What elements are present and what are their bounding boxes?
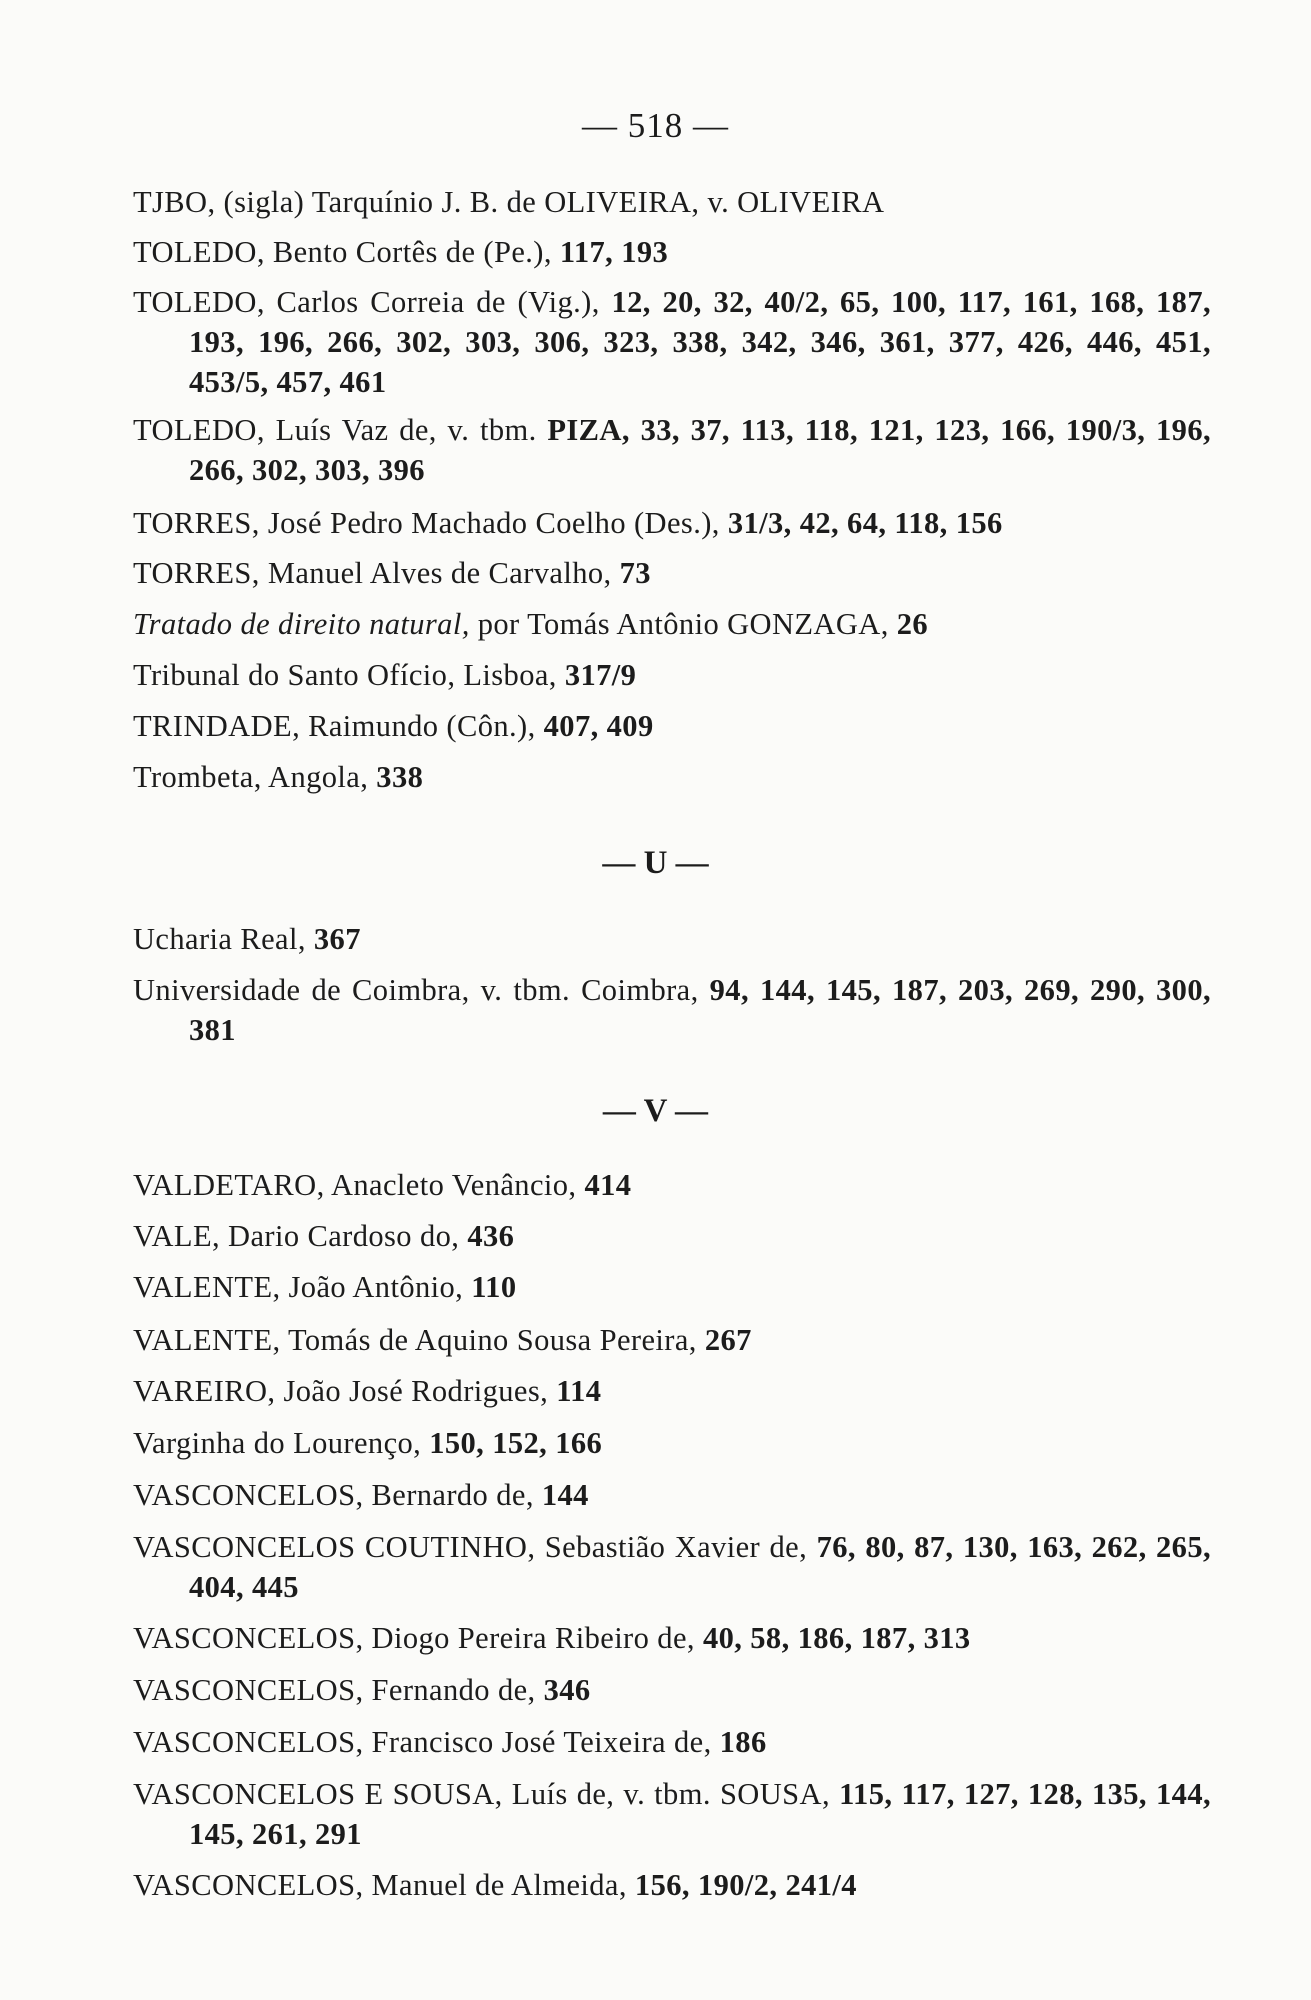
entry-name: TOLEDO, Carlos Correia de (Vig.),	[133, 285, 612, 319]
entry-pages: 31/3, 42, 64, 118, 156	[727, 506, 1003, 540]
index-entry	[133, 970, 1211, 1050]
entry-pages: 144	[541, 1478, 589, 1512]
index-entry	[133, 1774, 1211, 1854]
entry-pages: 40, 58, 186, 187, 313	[702, 1621, 971, 1655]
index-entry	[133, 1722, 1211, 1762]
entry-pages: 317/9	[564, 658, 637, 692]
entry-name: VASCONCELOS, Fernando de,	[133, 1673, 544, 1707]
entry-name: VALDETARO, Anacleto Venâncio,	[133, 1168, 585, 1202]
index-entry	[133, 1216, 1211, 1256]
index-entry	[133, 757, 1211, 797]
entry-name: VASCONCELOS COUTINHO, Sebastião Xavier de,	[133, 1530, 817, 1564]
index-entry	[133, 1165, 1211, 1205]
entry-pages: 407, 409	[543, 709, 654, 743]
index-entry	[133, 919, 1211, 959]
page-number: — 518 —	[582, 106, 729, 145]
entry-name: VASCONCELOS, Francisco José Teixeira de,	[133, 1725, 720, 1759]
entry-pages: 110	[471, 1270, 517, 1304]
entry-name: VAREIRO, João José Rodrigues,	[133, 1374, 557, 1408]
entry-name: por Tomás Antônio GONZAGA,	[469, 607, 897, 641]
index-entry	[133, 503, 1211, 543]
entry-name: Ucharia Real,	[133, 922, 314, 956]
index-entry	[133, 410, 1211, 490]
index-entry	[133, 232, 1211, 272]
entry-name: VASCONCELOS, Manuel de Almeida,	[133, 1868, 635, 1902]
entry-pages: 367	[313, 922, 361, 956]
index-entry	[133, 604, 1211, 644]
entry-pages: 73	[619, 556, 651, 590]
index-entry	[133, 706, 1211, 746]
index-entry	[133, 1423, 1211, 1463]
index-entry	[133, 1865, 1211, 1905]
entry-name: TJBO, (sigla) Tarquínio J. B. de OLIVEIRA, v. OLIVEIRA	[133, 185, 885, 219]
section-heading-u: — U —	[602, 845, 709, 881]
entry-pages: 117, 193	[559, 235, 669, 269]
entry-name: Varginha do Lourenço,	[133, 1426, 430, 1460]
index-entry	[133, 1267, 1211, 1307]
entry-pages: 12, 20, 32, 40/2, 65, 100, 117, 161, 168, 187, 193, 196, 266, 302, 303, 306, 323, 338, 342, 346, 361, 377, 426, 446, 451, 453/5, 457, 461	[189, 285, 1211, 399]
entry-name: TOLEDO, Luís Vaz de, v. tbm.	[133, 413, 548, 447]
entry-name: TORRES, Manuel Alves de Carvalho,	[133, 556, 620, 590]
entry-pages: 26	[896, 607, 929, 641]
entry-name: VALENTE, Tomás de Aquino Sousa Pereira,	[133, 1323, 705, 1357]
entry-pages: 114	[556, 1374, 602, 1408]
index-entry	[133, 1527, 1211, 1607]
entry-name: Trombeta, Angola,	[133, 760, 377, 794]
entry-name: Universidade de Coimbra, v. tbm. Coimbra,	[133, 973, 710, 1007]
index-entry	[133, 655, 1211, 695]
entry-pages: 436	[467, 1219, 515, 1253]
entry-name: VASCONCELOS, Diogo Pereira Ribeiro de,	[133, 1621, 703, 1655]
entry-pages: 76, 80, 87, 130, 163, 262, 265, 404, 445	[189, 1530, 1211, 1604]
entry-pages: 338	[376, 760, 424, 794]
index-entry	[133, 1618, 1211, 1658]
index-entry	[133, 282, 1211, 402]
entry-pages: 150, 152, 166	[429, 1426, 603, 1460]
entry-pages: 156, 190/2, 241/4	[634, 1868, 857, 1902]
index-entry	[133, 1371, 1211, 1411]
index-entry	[133, 182, 1211, 222]
entry-name: VALENTE, João Antônio,	[133, 1270, 472, 1304]
index-entry	[133, 1320, 1211, 1360]
entry-pages: 186	[719, 1725, 767, 1759]
entry-pages: 115, 117, 127, 128, 135, 144, 145, 261, 291	[189, 1777, 1211, 1851]
entry-pages: 346	[543, 1673, 591, 1707]
entry-pages: PIZA, 33, 37, 113, 118, 121, 123, 166, 190/3, 196, 266, 302, 303, 396	[189, 413, 1211, 487]
entry-pages: 94, 144, 145, 187, 203, 269, 290, 300, 381	[189, 973, 1211, 1047]
index-entry	[133, 553, 1211, 593]
entry-name: VALE, Dario Cardoso do,	[133, 1219, 468, 1253]
entry-pages: 267	[704, 1323, 752, 1357]
entry-name: Tribunal do Santo Ofício, Lisboa,	[133, 658, 565, 692]
entry-name: TRINDADE, Raimundo (Côn.),	[133, 709, 544, 743]
entry-name: VASCONCELOS E SOUSA, Luís de, v. tbm. SOUSA,	[133, 1777, 840, 1811]
entry-name: TOLEDO, Bento Cortês de (Pe.),	[133, 235, 560, 269]
entry-title-italic: Tratado de direito natural,	[133, 607, 470, 641]
entry-pages: 414	[584, 1168, 632, 1202]
index-entry	[133, 1670, 1211, 1710]
index-entry	[133, 1475, 1211, 1515]
section-heading-v: — V —	[602, 1093, 709, 1129]
entry-name: VASCONCELOS, Bernardo de,	[133, 1478, 542, 1512]
entry-name: TORRES, José Pedro Machado Coelho (Des.),	[133, 506, 728, 540]
